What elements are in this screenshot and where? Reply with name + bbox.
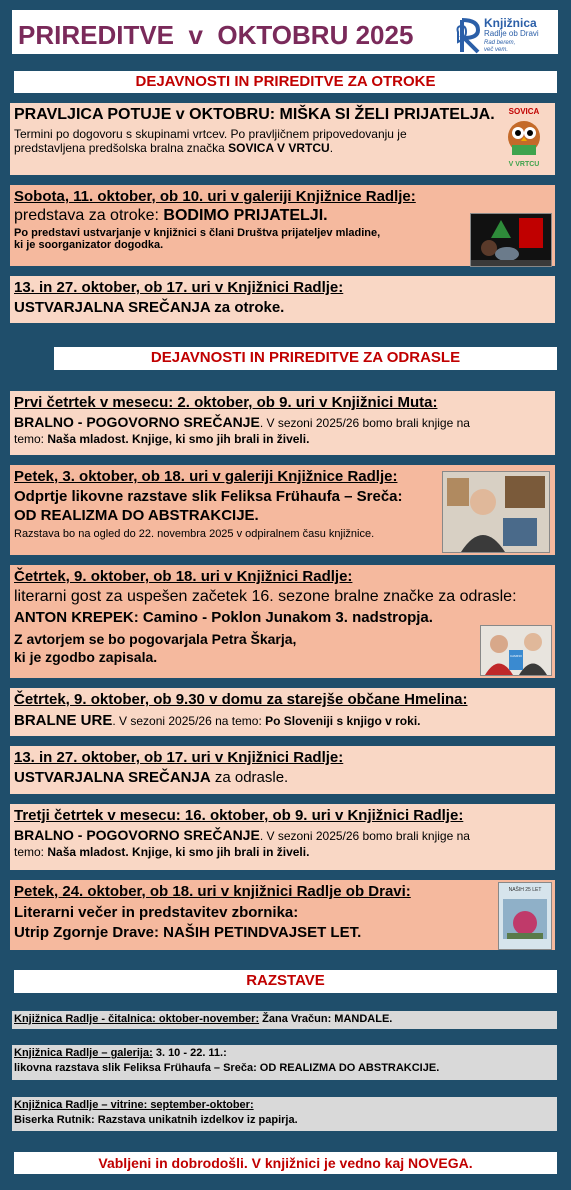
anthology-cover-title: NAŠIH 25 LET xyxy=(508,887,542,893)
event-text: ki je soorganizator dogodka. xyxy=(14,239,164,251)
event-text: predstavljena predšolska bralna značka xyxy=(14,141,229,155)
exhibition-text: Žana Vračun: MANDALE. xyxy=(259,1013,393,1025)
event-reading-radlje xyxy=(10,804,555,870)
event-reading-muta xyxy=(10,391,555,455)
footer-message: Vabljeni in dobrodošli. V knjižnici je vedno kaj NOVEGA. xyxy=(14,1152,557,1174)
puppet-stage-icon xyxy=(471,214,551,266)
event-date: Tretji četrtek v mesecu: 16. oktober, ob 9. uri v Knjižnici Radlje: xyxy=(14,807,464,824)
event-date: Prvi četrtek v mesecu: 2. oktober, ob 9. uri v Knjižnici Muta: xyxy=(14,394,438,411)
section-title-adults: DEJAVNOSTI IN PRIREDITVE ZA ODRASLE xyxy=(54,347,557,370)
exhibition-text: Biserka Rutnik: Razstava unikatnih izdelkov iz papirja. xyxy=(14,1114,298,1126)
exhibition-item xyxy=(12,1011,557,1029)
event-text-highlight: BODIMO PRIJATELJI. xyxy=(163,207,328,224)
page-title: PRIREDITVE v OKTOBRU 2025 xyxy=(18,20,414,50)
event-text: . V sezoni 2025/26 bomo brali knjige na xyxy=(259,416,470,430)
header xyxy=(12,10,558,54)
logo-subtitle: Radlje ob Dravi xyxy=(484,29,539,38)
event-text: Termini po dogovoru s skupinami vrtcev. Po pravljičnem pripovedovanju je xyxy=(14,127,407,141)
logo-slogan: Rad berem, več vem. xyxy=(484,40,516,53)
event-date: Petek, 3. oktober, ob 18. uri v galeriji Knjižnice Radlje: xyxy=(14,468,398,485)
artist-photo xyxy=(442,471,550,553)
event-date: Četrtek, 9. oktober, ob 9.30 v domu za starejše občane Hmelina: xyxy=(14,691,468,708)
event-text-highlight: Po Sloveniji s knjigo v roki. xyxy=(265,714,421,728)
artist-portrait-icon xyxy=(443,472,549,552)
event-text: temo: xyxy=(14,845,48,859)
exhibition-text: likovna razstava slik Feliksa Frühaufa – Sreča: OD REALIZMA DO ABSTRAKCIJE. xyxy=(14,1062,440,1074)
badge-bottom-label: V VRTCU xyxy=(508,161,540,168)
section-title-exhibitions: RAZSTAVE xyxy=(14,970,557,993)
exhibition-place: Knjižnica Radlje - čitalnica: oktober-november: xyxy=(14,1013,260,1025)
event-creative-adults xyxy=(10,746,555,794)
event-show-friends xyxy=(10,185,555,266)
logo-name: Knjižnica xyxy=(484,16,537,30)
exhibition-item xyxy=(12,1045,557,1080)
event-text-highlight: Naša mladost. Knjige, ki smo jih brali in živeli. xyxy=(47,432,310,446)
event-reading-hours xyxy=(10,688,555,736)
event-text-highlight: OD REALIZMA DO ABSTRAKCIJE. xyxy=(14,507,259,524)
badge-top-label: SOVICA xyxy=(508,107,540,116)
puppet-show-photo xyxy=(470,213,552,267)
event-text: za odrasle. xyxy=(210,769,289,786)
event-text: . xyxy=(329,141,334,155)
event-text-highlight: Utrip Zgornje Drave: NAŠIH PETINDVAJSET LET. xyxy=(14,924,362,941)
event-text: Razstava bo na ogled do 22. novembra 2025 v odpiralnem času knjižnice. xyxy=(14,528,375,540)
section-title-children: DEJAVNOSTI IN PRIREDITVE ZA OTROKE xyxy=(14,71,557,93)
author-portrait-icon xyxy=(481,626,551,675)
library-logo xyxy=(456,12,556,60)
event-title: PRAVLJICA POTUJE v OKTOBRU: MIŠKA SI ŽELI PRIJATELJA. xyxy=(14,106,495,123)
exhibition-item xyxy=(12,1097,557,1131)
author-photo xyxy=(480,625,552,676)
event-date: 13. in 27. oktober, ob 17. uri v Knjižnici Radlje: xyxy=(14,749,344,766)
sovica-badge xyxy=(499,107,549,171)
event-text-highlight: USTVARJALNA SREČANJA xyxy=(14,769,211,786)
event-text: Odprtje likovne razstave slik Feliksa Frühaufa – Sreča: xyxy=(14,488,403,505)
event-creative-children xyxy=(10,276,555,323)
event-text-highlight: ANTON KREPEK: Camino - Poklon Junakom 3. nadstropja. xyxy=(14,609,433,626)
event-text: Literarni večer in predstavitev zbornika: xyxy=(14,904,299,921)
event-text-highlight: BRALNO - POGOVORNO SREČANJE xyxy=(14,827,260,843)
exhibition-place: Knjižnica Radlje – galerija: xyxy=(14,1047,153,1059)
event-literary-guest xyxy=(10,565,555,678)
library-logo-icon xyxy=(456,16,482,56)
event-text: temo: xyxy=(14,432,48,446)
event-text: literarni gost za uspešen začetek 16. sezone bralne značke za odrasle: xyxy=(14,588,517,605)
exhibition-place: Knjižnica Radlje – vitrine: september-oktober: xyxy=(14,1099,254,1111)
event-text-highlight: Naša mladost. Knjige, ki smo jih brali in živeli. xyxy=(47,845,310,859)
event-text: predstava za otroke: xyxy=(14,207,164,224)
event-text-highlight: USTVARJALNA SREČANJA xyxy=(14,299,211,316)
event-date: 13. in 27. oktober, ob 17. uri v Knjižnici Radlje: xyxy=(14,279,344,296)
event-date: Sobota, 11. oktober, ob 10. uri v galeriji Knjižnice Radlje: xyxy=(14,188,416,205)
anthology-cover xyxy=(498,882,552,950)
event-fairytale xyxy=(10,103,555,175)
event-exhibition-opening xyxy=(10,465,555,555)
event-text-highlight: BRALNE URE xyxy=(14,712,113,729)
event-text: ki je zgodbo zapisala. xyxy=(14,649,158,665)
event-date: Četrtek, 9. oktober, ob 18. uri v Knjižnici Radlje: xyxy=(14,568,353,585)
event-text: Z avtorjem se bo pogovarjala Petra Škarja, xyxy=(14,631,297,647)
event-text: . V sezoni 2025/26 na temo: xyxy=(112,714,266,728)
event-text-highlight: BRALNO - POGOVORNO SREČANJE xyxy=(14,414,260,430)
event-literary-evening xyxy=(10,880,555,950)
exhibition-text: 3. 10 - 22. 11.: xyxy=(152,1047,227,1059)
event-text-highlight: SOVICA V VRTCU xyxy=(228,141,330,155)
event-text: Po predstavi ustvarjanje v knjižnici s člani Društva prijateljev mladine, xyxy=(14,227,381,239)
event-date: Petek, 24. oktober, ob 18. uri v knjižnici Radlje ob Dravi: xyxy=(14,883,411,900)
event-text: . V sezoni 2025/26 bomo brali knjige na xyxy=(259,829,470,843)
event-text: za otroke. xyxy=(210,299,285,316)
book-cover-label: CAMINO xyxy=(510,654,522,658)
